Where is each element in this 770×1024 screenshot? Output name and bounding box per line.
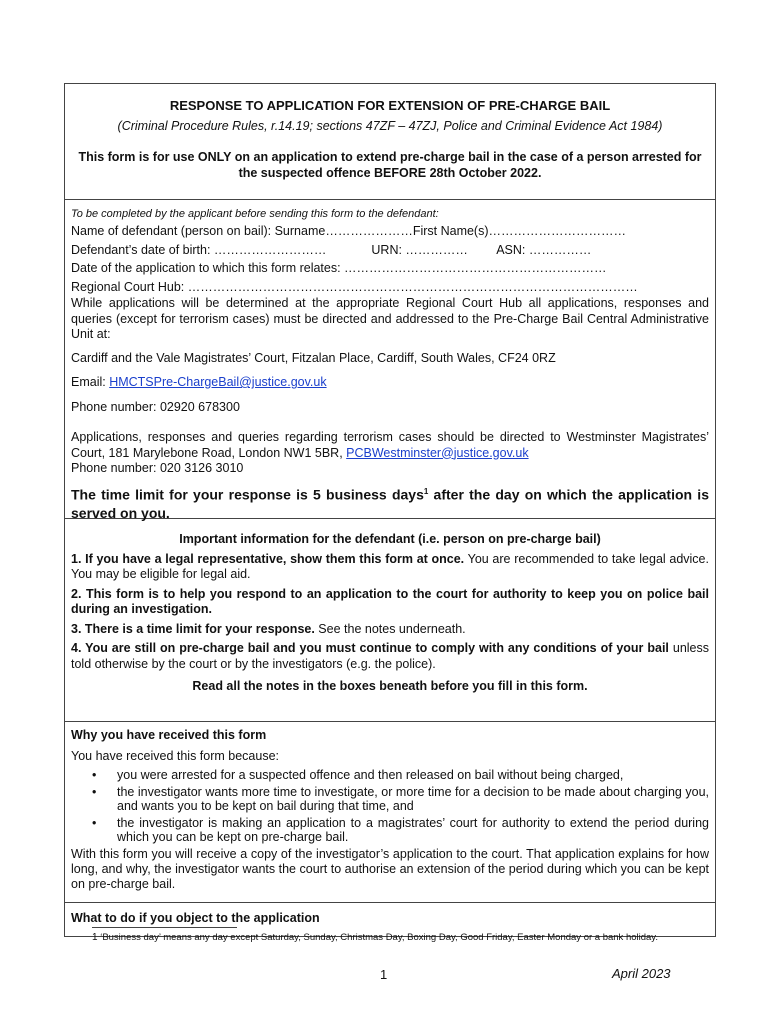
bullet-icon: • <box>92 768 97 782</box>
version-date: April 2023 <box>612 966 671 981</box>
application-date-field[interactable]: Date of the application to which this form relates: ……………………………………………………… <box>71 261 607 275</box>
list-item <box>92 815 709 845</box>
terrorism-text: Applications, responses and queries regarding terrorism cases should be directed to Westminster Magistrates’ Court, 181 Marylebone Road, London NW1 5BR, <box>71 430 709 460</box>
footnote-text: ‘Business day’ means any day except Saturday, Sunday, Christmas Day, Boxing Day, Good Friday, Easter Monday or a bank holiday. <box>97 932 658 943</box>
applicant-section <box>65 200 715 519</box>
bullet-text: you were arrested for a suspected offence and then released on bail without being charged, <box>117 768 624 782</box>
why-intro: You have received this form because: <box>71 749 279 763</box>
footnote-divider <box>92 927 237 928</box>
list-item <box>92 768 709 783</box>
important-item-3 <box>71 622 709 638</box>
bullet-icon: • <box>92 815 97 830</box>
unit-address: Cardiff and the Vale Magistrates’ Court, Fitzalan Place, Cardiff, South Wales, CF24 0RZ <box>71 350 556 365</box>
item-1-bold: 1. If you have a legal representative, show them this form at once. <box>71 551 465 566</box>
form-usage-notice: This form is for use ONLY on an application to extend pre-charge bail in the case of a person arrested for the suspected offence BEFORE 28th October 2022. <box>78 150 702 180</box>
read-notes-instruction: Read all the notes in the boxes beneath before you fill in this form. <box>192 679 588 693</box>
bullet-text: the investigator is making an application to a magistrates’ court for authority to extend the period during which you can be kept on pre-charge bail. <box>117 815 709 844</box>
why-bullet-list <box>71 768 709 845</box>
dob-field[interactable]: Defendant’s date of birth: ……………………… <box>71 242 327 257</box>
item-3-text: See the notes underneath. <box>314 621 466 636</box>
unit-phone: Phone number: 02920 678300 <box>71 399 240 414</box>
important-item-1 <box>71 552 709 583</box>
email-label: Email: <box>71 375 110 389</box>
important-item-2 <box>71 587 709 618</box>
regional-court-hub-field[interactable]: Regional Court Hub: ……………………………………………………………………………………………… <box>71 279 638 294</box>
footnote-number: 1 <box>92 932 98 943</box>
object-heading: What to do if you object to the application <box>71 911 320 925</box>
form-title: RESPONSE TO APPLICATION FOR EXTENSION OF PRE-CHARGE BAIL <box>169 98 611 113</box>
footnote <box>92 931 692 944</box>
defendant-ids-row <box>71 241 709 260</box>
unit-email-line <box>71 373 709 392</box>
time-limit-text: The time limit for your response is 5 business days <box>71 486 424 503</box>
form-header <box>65 84 715 200</box>
why-outro: With this form you will receive a copy of the investigator’s application to the court. That application explains for how long, and why, the investigator wants the court to authorise an extension of the period during which you can be kept on pre-charge bail. <box>71 846 709 891</box>
item-3-bold: 3. There is a time limit for your response. <box>71 621 315 636</box>
hub-note: While applications will be determined at the appropriate Regional Court Hub all applications, responses and queries (except for terrorism cases) must be directed and addressed to the Pre-Charge Bail Central Administrative Unit at: <box>71 296 709 341</box>
item-2-bold: 2. This form is to help you respond to an application to the court for authority to keep you on police bail during an investigation. <box>71 586 709 616</box>
form-subtitle: (Criminal Procedure Rules, r.14.19; sections 47ZF – 47ZJ, Police and Criminal Evidence Act 1984) <box>117 119 663 133</box>
item-1-text: You are recommended to take legal advice. You may be eligible for legal aid. <box>71 551 709 581</box>
time-limit-notice <box>71 483 709 523</box>
westminster-email-link[interactable]: PCBWestminster@justice.gov.uk <box>346 445 529 460</box>
item-4-bold: 4. You are still on pre-charge bail and you must continue to comply with any conditions of your bail <box>71 641 669 655</box>
important-info-section <box>65 519 715 722</box>
urn-field[interactable]: URN: …………… <box>371 242 468 257</box>
important-heading: Important information for the defendant (i.e. person on pre-charge bail) <box>179 532 601 546</box>
asn-field[interactable]: ASN: …………… <box>496 242 592 257</box>
terrorism-note <box>71 430 709 477</box>
important-item-4 <box>71 641 709 672</box>
bullet-text: the investigator wants more time to investigate, or more time for a decision to be made about charging you, and wants you to be kept on bail during that time, and <box>117 784 709 813</box>
applicant-instruction: To be completed by the applicant before sending this form to the defendant: <box>71 208 439 220</box>
westminster-phone: Phone number: 020 3126 3010 <box>71 461 244 475</box>
item-4-text: unless told otherwise by the court or by the investigators (e.g. the police). <box>71 641 709 671</box>
time-limit-text-end: after the day on which the application is served on you. <box>71 486 709 521</box>
list-item <box>92 784 709 814</box>
why-heading: Why you have received this form <box>71 728 267 742</box>
bullet-icon: • <box>92 784 97 799</box>
defendant-name-field[interactable]: Name of defendant (person on bail): Surname…………………First Name(s)…………………………… <box>71 224 627 238</box>
page-number: 1 <box>380 967 388 982</box>
unit-email-link[interactable]: HMCTSPre-ChargeBail@justice.gov.uk <box>109 375 327 389</box>
application-form <box>64 83 716 937</box>
footnote-ref: 1 <box>423 486 429 496</box>
why-received-section <box>65 722 715 903</box>
